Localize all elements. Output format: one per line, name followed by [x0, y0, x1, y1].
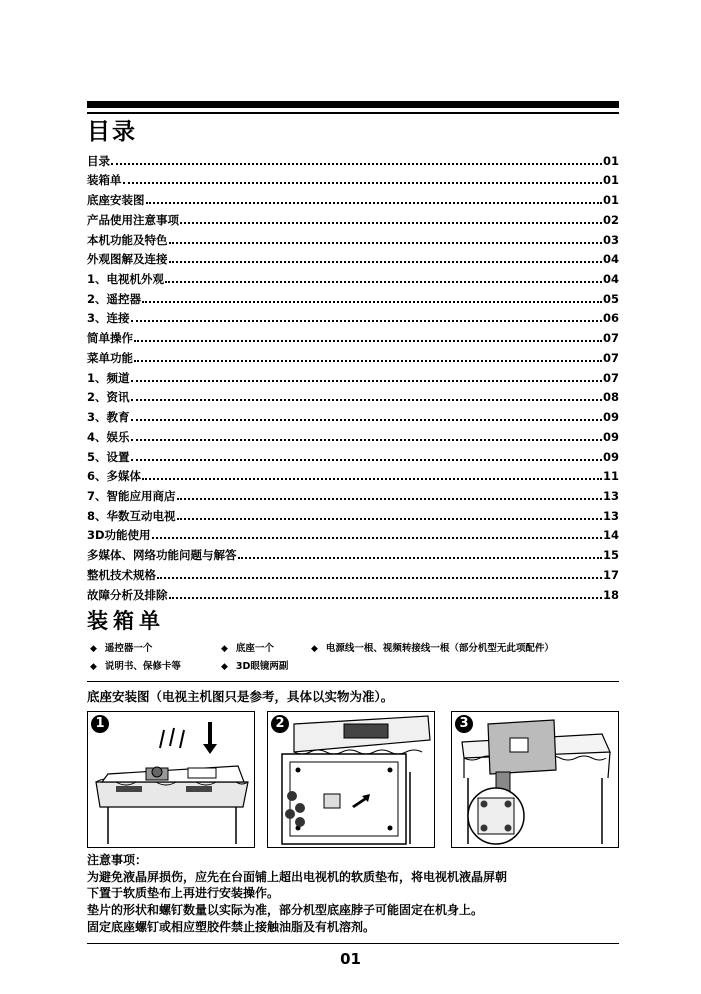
toc-entry [87, 582, 619, 602]
toc-entry [87, 385, 619, 405]
toc-entry [87, 266, 619, 286]
toc-entry [87, 542, 619, 562]
toc-entry [87, 325, 619, 345]
toc-leader-dots [177, 518, 602, 520]
toc-entry-title: 6、多媒体 [87, 469, 142, 484]
page-number: 01 [340, 950, 361, 968]
toc-leader-dots [169, 597, 602, 599]
toc-entry-title: 3、教育 [87, 410, 130, 425]
toc-entry-page: 11 [602, 469, 619, 484]
toc-entry-page: 07 [602, 331, 619, 346]
toc-entry [87, 523, 619, 543]
toc-leader-dots [180, 222, 602, 224]
toc-leader-dots [169, 261, 602, 263]
section-divider [87, 681, 619, 682]
tv-base-assembled-illustration [452, 712, 619, 848]
toc-entry [87, 503, 619, 523]
toc-leader-dots [177, 498, 602, 500]
header-thick-rule [87, 101, 619, 108]
toc-entry [87, 464, 619, 484]
step-number-badge: 3 [455, 715, 473, 733]
toc-leader-dots [111, 163, 602, 165]
bullet-diamond-icon: ◆ [221, 644, 228, 654]
toc-entry-title: 装箱单 [87, 173, 122, 188]
toc-entry-title: 产品使用注意事项 [87, 212, 179, 227]
toc-entry-title: 5、设置 [87, 449, 130, 464]
toc-entry-title: 底座安装图 [87, 193, 145, 208]
note-line: 固定底座螺钉或相应塑胶件禁止接触油脂及有机溶剂。 [87, 920, 376, 934]
packing-heading: 装箱单 [87, 609, 165, 633]
table-of-contents [87, 148, 619, 602]
toc-leader-dots [169, 242, 602, 244]
toc-leader-dots [131, 459, 602, 461]
toc-leader-dots [134, 340, 602, 342]
toc-entry [87, 562, 619, 582]
toc-entry-title: 菜单功能 [87, 350, 133, 365]
toc-entry-page: 01 [602, 153, 619, 168]
toc-entry-page: 03 [602, 232, 619, 247]
toc-leader-dots [131, 399, 602, 401]
toc-entry-title: 本机功能及特色 [87, 232, 168, 247]
toc-entry-title: 1、频道 [87, 370, 130, 385]
toc-entry-page: 13 [602, 488, 619, 503]
toc-entry [87, 483, 619, 503]
contents-heading: 目录 [87, 119, 137, 145]
packing-item: ◆ 遥控器一个 [90, 643, 153, 654]
toc-entry-title: 2、遥控器 [87, 291, 142, 306]
toc-leader-dots [152, 537, 602, 539]
step-number-badge: 2 [271, 715, 289, 733]
packing-item: ◆ 底座一个 [221, 643, 274, 654]
packing-item: ◆ 电源线一根、视频转接线一根（部分机型无此项配件） [311, 643, 554, 654]
note-line: 下置于软质垫布上再进行安装操作。 [87, 886, 280, 900]
toc-entry-page: 17 [602, 567, 619, 582]
toc-leader-dots [165, 281, 602, 283]
toc-entry-page: 09 [602, 429, 619, 444]
toc-entry-title: 整机技术规格 [87, 567, 156, 582]
toc-leader-dots [146, 202, 602, 204]
header-thin-rule [87, 112, 619, 114]
note-line: 为避免液晶屏损伤，应先在台面铺上超出电视机的软质垫布，将电视机液晶屏朝 [87, 870, 508, 884]
bullet-diamond-icon: ◆ [311, 644, 318, 654]
bullet-diamond-icon: ◆ [221, 662, 228, 672]
toc-entry-title: 目录 [87, 153, 110, 168]
toc-leader-dots [157, 577, 602, 579]
toc-leader-dots [131, 320, 602, 322]
toc-leader-dots [131, 380, 602, 382]
note-line: 垫片的形状和螺钉数量以实际为准，部分机型底座脖子可能固定在机身上。 [87, 903, 484, 917]
toc-entry-page: 14 [602, 528, 619, 543]
toc-entry-title: 外观图解及连接 [87, 252, 168, 267]
bullet-diamond-icon: ◆ [90, 662, 97, 672]
toc-entry [87, 444, 619, 464]
toc-leader-dots [131, 439, 602, 441]
bullet-diamond-icon: ◆ [90, 644, 97, 654]
toc-entry [87, 286, 619, 306]
footer-rule [87, 943, 619, 944]
toc-entry-title: 简单操作 [87, 331, 133, 346]
toc-entry-title: 多媒体、网络功能问题与解答 [87, 548, 237, 563]
toc-entry [87, 187, 619, 207]
toc-entry-page: 13 [602, 508, 619, 523]
toc-entry [87, 365, 619, 385]
toc-entry-page: 07 [602, 370, 619, 385]
toc-entry-title: 故障分析及排除 [87, 587, 168, 602]
toc-leader-dots [131, 419, 602, 421]
toc-entry [87, 207, 619, 227]
toc-entry-page: 02 [602, 212, 619, 227]
toc-leader-dots [238, 557, 602, 559]
toc-entry-title: 4、娱乐 [87, 429, 130, 444]
tv-base-illustration [88, 712, 255, 848]
toc-entry-page: 05 [602, 291, 619, 306]
toc-entry-page: 09 [602, 449, 619, 464]
step-number-badge: 1 [91, 715, 109, 733]
toc-entry [87, 306, 619, 326]
install-step-2-illustration [267, 711, 435, 848]
toc-entry-title: 3、连接 [87, 311, 130, 326]
toc-entry-page: 06 [602, 311, 619, 326]
toc-entry [87, 345, 619, 365]
tv-base-screw-illustration [268, 712, 435, 848]
packing-item: ◆ 3D眼镜两副 [221, 661, 289, 672]
toc-entry [87, 227, 619, 247]
toc-entry [87, 424, 619, 444]
toc-entry-title: 7、智能应用商店 [87, 488, 176, 503]
toc-entry-page: 04 [602, 272, 619, 287]
toc-leader-dots [123, 182, 602, 184]
toc-entry-page: 01 [602, 173, 619, 188]
install-step-3-illustration [451, 711, 619, 848]
toc-entry [87, 404, 619, 424]
toc-entry [87, 148, 619, 168]
toc-entry-title: 1、电视机外观 [87, 272, 165, 287]
packing-item: ◆ 说明书、保修卡等 [90, 661, 181, 672]
notes-heading: 注意事项： [87, 853, 148, 867]
toc-entry-page: 04 [602, 252, 619, 267]
install-step-1-illustration [87, 711, 255, 848]
base-install-heading: 底座安装图（电视主机图只是参考，具体以实物为准）。 [87, 689, 394, 704]
toc-entry-page: 09 [602, 410, 619, 425]
toc-entry-title: 2、资讯 [87, 390, 130, 405]
toc-entry-title: 8、华数互动电视 [87, 508, 176, 523]
toc-leader-dots [142, 478, 602, 480]
toc-entry [87, 168, 619, 188]
toc-entry-page: 08 [602, 390, 619, 405]
toc-entry-title: 3D功能使用 [87, 528, 151, 543]
toc-entry-page: 18 [602, 587, 619, 602]
toc-leader-dots [142, 301, 602, 303]
toc-entry-page: 15 [602, 548, 619, 563]
toc-entry [87, 247, 619, 267]
toc-leader-dots [134, 360, 602, 362]
toc-entry-page: 01 [602, 193, 619, 208]
toc-entry-page: 07 [602, 350, 619, 365]
